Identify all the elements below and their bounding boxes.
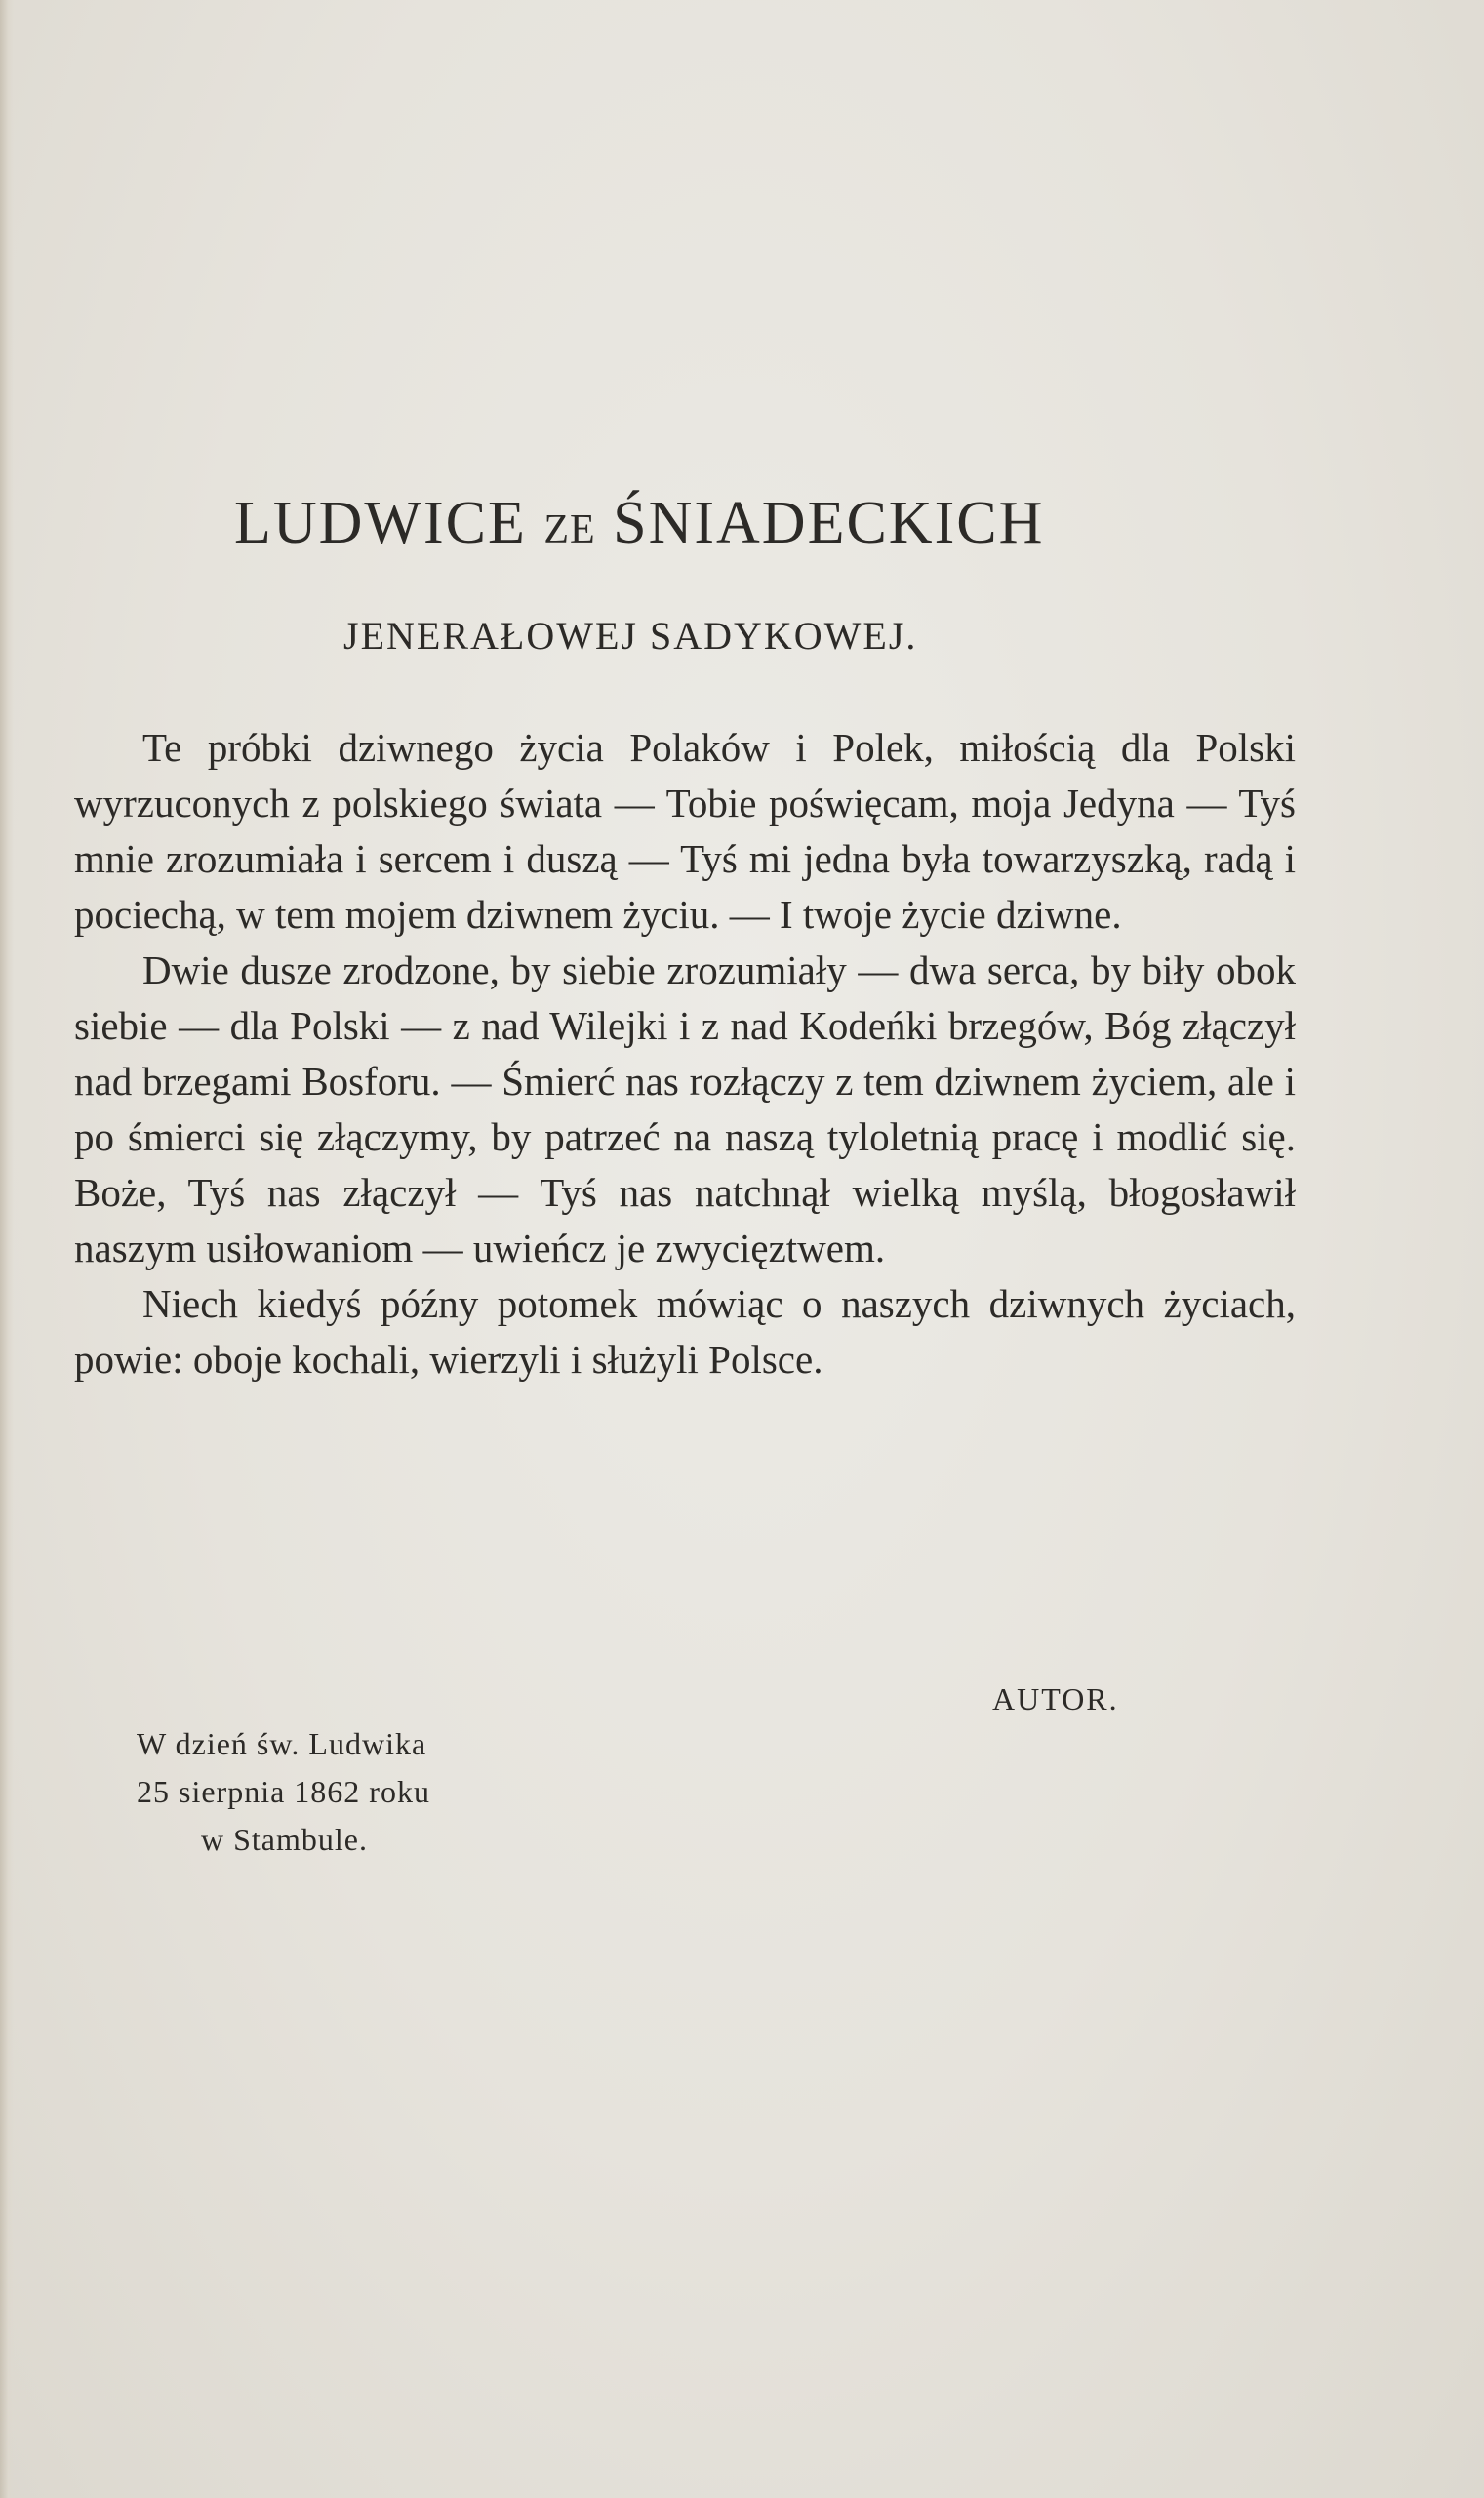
place-date-line-2: 25 sierpnia 1862 roku — [137, 1774, 430, 1809]
place-date-line-3: w Stambule. — [201, 1822, 368, 1857]
dedication-name-part1: LUDWICE — [234, 490, 544, 556]
place-date-line-1: W dzień św. Ludwika — [137, 1726, 427, 1761]
dedication-name-small: ZE — [543, 507, 596, 552]
author-signature: AUTOR. — [992, 1681, 1119, 1716]
dedication-name — [234, 490, 1142, 556]
dedication-name-part2: ŚNIADECKICH — [595, 490, 1045, 556]
paragraph-2: Dwie dusze zrodzone, by siebie zrozumiały — dwa serca, by biły obok siebie — dla Polski — z nad Wilejki i z nad Kodeńki brzegów, Bóg złączył nad brzegami Bosforu. — Śmierć nas rozłączy z tem dziwnem życiem, ale i po śmierci się złączymy, by patrzeć na naszą tyloletnią pracę i modlić się. Boże, Tyś nas złączył — Tyś nas natchnął wielką myślą, błogosławił naszym usiłowaniom — uwieńcz je zwycięztwem. — [74, 947, 1296, 1270]
paragraph-3: Niech kiedyś późny potomek mówiąc o naszych dziwnych życiach, powie: oboje kochali, wierzyli i służyli Polsce. — [74, 1281, 1296, 1382]
paragraph-1: Te próbki dziwnego życia Polaków i Polek, miłością dla Polski wyrzuconych z polskiego świata — Tobie poświęcam, moja Jedyna — Tyś mnie zrozumiała i sercem i duszą — Tyś mi jedna była towarzyszką, radą i pociechą, w tem mojem dziwnem życiu. — I twoje życie dziwne. — [74, 725, 1296, 937]
place-date-block — [137, 1720, 430, 1864]
dedication-body — [74, 720, 1296, 1388]
page-gutter-edge — [0, 0, 14, 2498]
dedication-subtitle: JENERAŁOWEJ SADYKOWEJ. — [343, 614, 918, 658]
